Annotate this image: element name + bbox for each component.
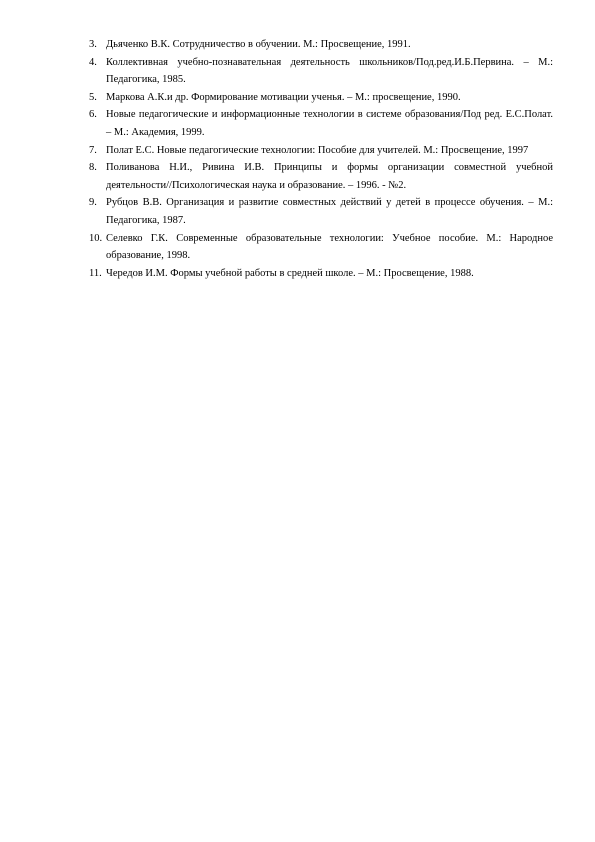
reference-text: Селевко Г.К. Современные образовательные технологии: Учебное пособие. М.: Народное образование, 1998. (106, 232, 553, 262)
reference-number: 10. (89, 232, 103, 244)
reference-item (89, 159, 553, 194)
reference-number: 4. (89, 56, 97, 68)
reference-item (89, 230, 553, 265)
reference-text: Рубцов В.В. Организация и развитие совместных действий у детей в процессе обучения. – М.: Педагогика, 1987. (106, 197, 553, 226)
reference-number: 9. (89, 197, 97, 209)
reference-number: 11. (89, 267, 102, 279)
reference-item (89, 89, 553, 107)
reference-item (89, 194, 553, 229)
reference-text: Коллективная учебно-познавательная деятельность школьников/Под.ред.И.Б.Первина. – М.: Педагогика, 1985. (106, 56, 553, 86)
reference-text: Поливанова Н.И., Ривина И.В. Принципы и формы организации совместной учебной деятельности//Психологическая наука и образование. – 1996. - №2. (106, 162, 553, 191)
reference-text: Чередов И.М. Формы учебной работы в средней школе. – М.: Просвещение, 1988. (106, 267, 474, 279)
reference-number: 5. (89, 91, 97, 103)
reference-list (89, 36, 553, 282)
reference-item (89, 54, 553, 89)
reference-text: Дьяченко В.К. Сотрудничество в обучении. М.: Просвещение, 1991. (106, 39, 411, 50)
reference-number: 7. (89, 144, 97, 156)
reference-item (89, 142, 553, 160)
reference-item (89, 106, 553, 141)
reference-number: 6. (89, 109, 97, 121)
reference-item (89, 265, 553, 283)
reference-item (89, 36, 553, 54)
reference-text: Новые педагогические и информационные технологии в системе образования/Под ред. Е.С.Полат. – М.: Академия, 1999. (106, 109, 553, 138)
reference-number: 3. (89, 39, 97, 50)
reference-text: Маркова А.К.и др. Формирование мотивации ученья. – М.: просвещение, 1990. (106, 91, 461, 103)
reference-text: Полат Е.С. Новые педагогические технологии: Пособие для учителей. М.: Просвещение, 1997 (106, 144, 529, 156)
reference-number: 8. (89, 162, 97, 174)
